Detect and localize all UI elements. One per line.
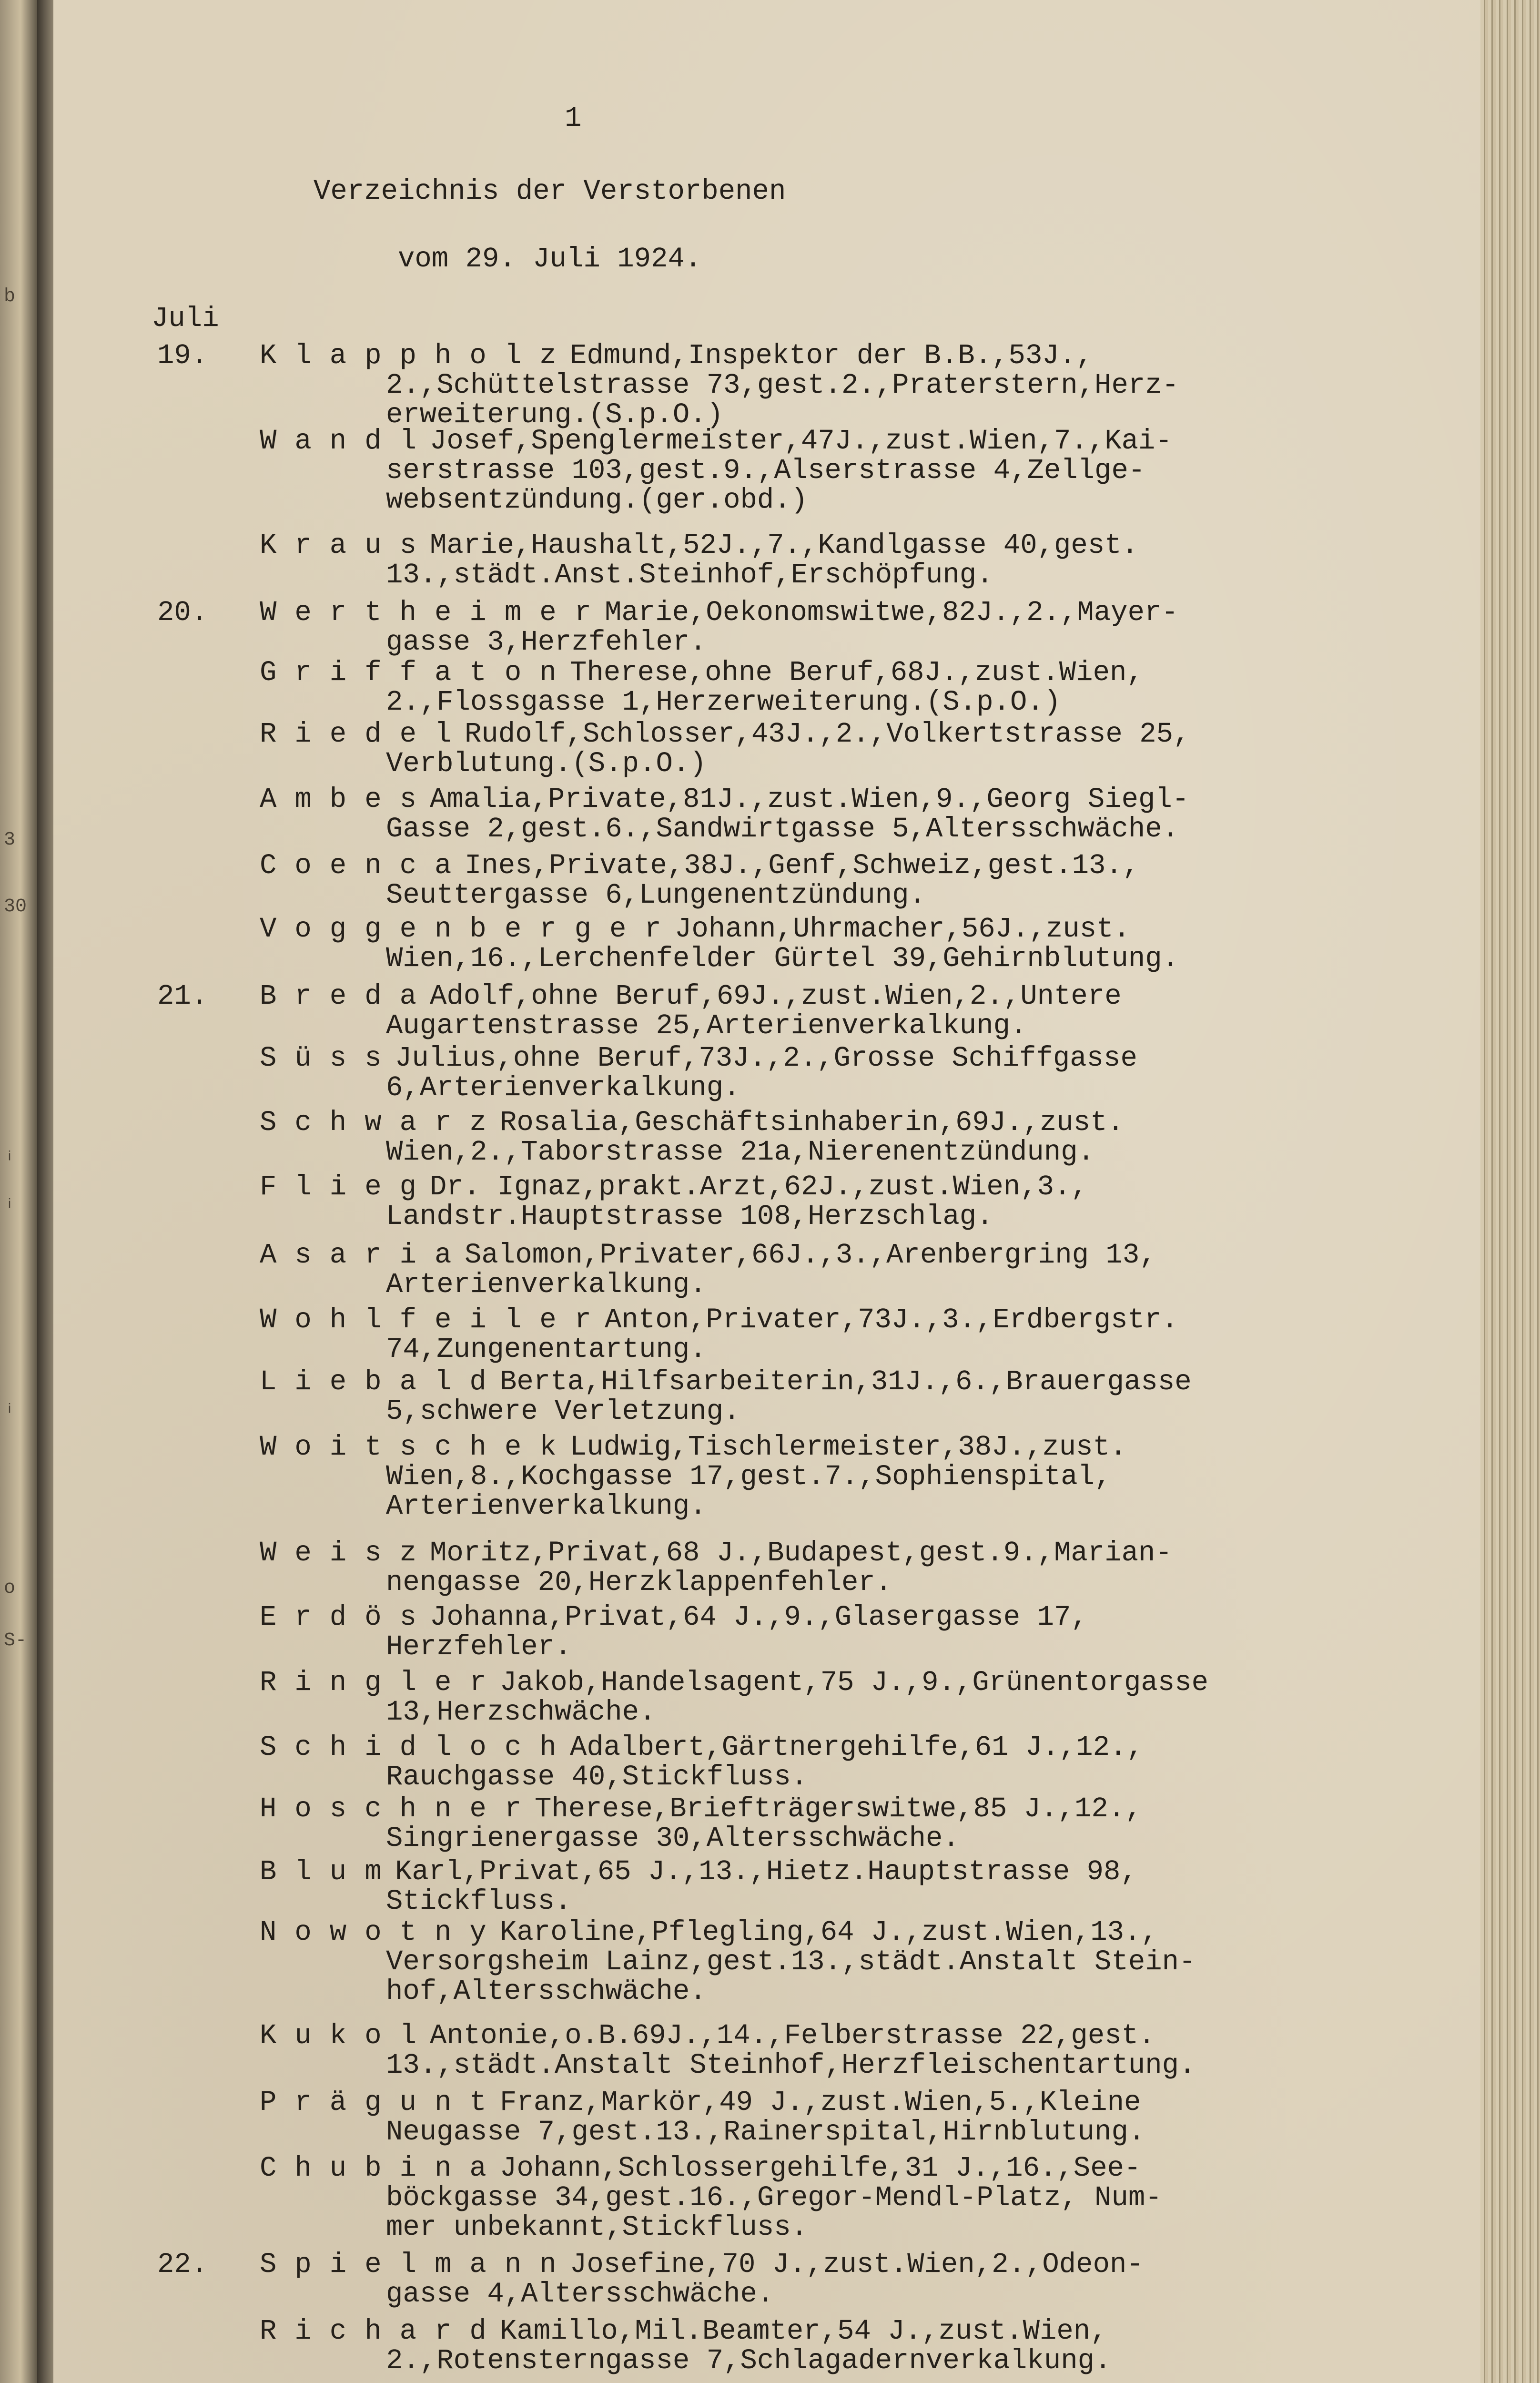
entry-text-line: 2.,Flossgasse 1,Herzerweiterung.(S.p.O.) <box>386 686 1061 718</box>
entry-text-line: nengasse 20,Herzklappenfehler. <box>386 1567 892 1599</box>
entry-surname: Richard <box>260 2315 505 2347</box>
entry-surname: Wandl <box>260 425 435 457</box>
entry-surname: Spielmann <box>260 2249 575 2281</box>
entry-text-line: Neugasse 7,gest.13.,Rainerspital,Hirnblutung. <box>386 2116 1145 2148</box>
entry-day: 19. <box>157 340 208 372</box>
entry-text-line: Johann,Uhrmacher,56J.,zust. <box>675 913 1130 945</box>
entry-text-line: Moritz,Privat,68 J.,Budapest,gest.9.,Marian- <box>430 1537 1172 1569</box>
entry-day: 21. <box>157 980 208 1012</box>
margin-mark: 3 <box>4 829 16 851</box>
entry-text-line: Karoline,Pflegling,64 J.,zust.Wien,13., <box>500 1916 1158 1948</box>
entry-text-line: 13.,städt.Anst.Steinhof,Erschöpfung. <box>386 559 993 591</box>
entry-text-line: Josef,Spenglermeister,47J.,zust.Wien,7.,Kai- <box>430 425 1172 457</box>
entry-text-line: Anton,Privater,73J.,3.,Erdbergstr. <box>605 1304 1178 1336</box>
entry-text-line: Wien,16.,Lerchenfelder Gürtel 39,Gehirnblutung. <box>386 943 1179 975</box>
entry-text-line: 5,schwere Verletzung. <box>386 1395 740 1427</box>
entry-text-line: Johann,Schlossergehilfe,31 J.,16.,See- <box>500 2152 1141 2184</box>
entry-surname: Schwarz <box>260 1107 505 1139</box>
margin-mark: S- <box>4 1630 27 1651</box>
entry-text-line: Julius,ohne Beruf,73J.,2.,Grosse Schiffgasse <box>395 1042 1137 1074</box>
entry-text-line: Jakob,Handelsagent,75 J.,9.,Grünentorgasse <box>500 1667 1209 1699</box>
entry-text-line: Marie,Haushalt,52J.,7.,Kandlgasse 40,gest. <box>430 530 1139 561</box>
entry-text-line: Salomon,Privater,66J.,3.,Arenbergring 13, <box>465 1239 1156 1271</box>
entry-text-line: Kamillo,Mil.Beamter,54 J.,zust.Wien, <box>500 2315 1107 2347</box>
entry-text-line: Josefine,70 J.,zust.Wien,2.,Odeon- <box>570 2249 1144 2281</box>
entry-surname: Klappholz <box>260 340 575 372</box>
entry-surname: Süss <box>260 1042 400 1074</box>
entry-text-line: gasse 3,Herzfehler. <box>386 626 707 658</box>
entry-text-line: Singrienergasse 30,Altersschwäche. <box>386 1823 960 1854</box>
entry-text-line: Versorgsheim Lainz,gest.13.,städt.Anstalt Stein- <box>386 1946 1196 1978</box>
page-title: Verzeichnis der Verstorbenen <box>314 175 786 207</box>
entry-text-line: erweiterung.(S.p.O.) <box>386 399 724 431</box>
entry-surname: Riedel <box>260 718 470 750</box>
entry-text-line: Arterienverkalkung. <box>386 1269 707 1301</box>
entry-text-line: Rauchgasse 40,Stickfluss. <box>386 1761 808 1793</box>
entry-surname: Prägunt <box>260 2087 505 2118</box>
entry-text-line: hof,Altersschwäche. <box>386 1976 707 2007</box>
entry-surname: Ringler <box>260 1667 505 1699</box>
entry-text-line: websentzündung.(ger.obd.) <box>386 484 808 516</box>
entry-text-line: Verblutung.(S.p.O.) <box>386 748 707 780</box>
entry-surname: Blum <box>260 1856 400 1888</box>
page-stack-edge <box>1480 0 1540 2383</box>
entry-text-line: Adolf,ohne Beruf,69J.,zust.Wien,2.,Untere <box>430 980 1122 1012</box>
book-gutter <box>37 0 53 2383</box>
entry-text-line: Dr. Ignaz,prakt.Arzt,62J.,zust.Wien,3., <box>430 1171 1088 1203</box>
entry-surname: Flieg <box>260 1171 435 1203</box>
entry-text-line: Berta,Hilfsarbeiterin,31J.,6.,Brauergasse <box>500 1366 1192 1398</box>
margin-mark: 30 <box>4 896 27 917</box>
entry-surname: Kraus <box>260 530 435 561</box>
page-number: 1 <box>565 102 582 134</box>
entry-surname: Griffaton <box>260 657 575 689</box>
entry-text-line: 2.,Rotensterngasse 7,Schlagadernverkalkung. <box>386 2345 1112 2377</box>
entry-text-line: Therese,Briefträgerswitwe,85 J.,12., <box>535 1793 1142 1825</box>
entry-text-line: Wien,2.,Taborstrasse 21a,Nierenentzündung. <box>386 1136 1095 1168</box>
entry-text-line: Franz,Markör,49 J.,zust.Wien,5.,Kleine <box>500 2087 1141 2118</box>
entry-text-line: gasse 4,Altersschwäche. <box>386 2278 774 2310</box>
entry-surname: Coenca <box>260 850 470 882</box>
margin-mark: ᵢ <box>4 1144 16 1165</box>
entry-surname: Weisz <box>260 1537 435 1569</box>
entry-surname: Breda <box>260 980 435 1012</box>
entry-text-line: Johanna,Privat,64 J.,9.,Glasergasse 17, <box>430 1601 1088 1633</box>
entry-text-line: Marie,Oekonomswitwe,82J.,2.,Mayer- <box>605 597 1178 629</box>
entry-text-line: Augartenstrasse 25,Arterienverkalkung. <box>386 1010 1027 1042</box>
entry-text-line: Rosalia,Geschäftsinhaberin,69J.,zust. <box>500 1107 1125 1139</box>
entry-surname: Voggenberger <box>260 913 679 945</box>
entry-text-line: Herzfehler. <box>386 1631 572 1663</box>
entry-text-line: Therese,ohne Beruf,68J.,zust.Wien, <box>570 657 1144 689</box>
entry-surname: Woitschek <box>260 1431 575 1463</box>
entry-text-line: Amalia,Private,81J.,zust.Wien,9.,Georg Siegl- <box>430 784 1189 815</box>
page-subtitle: vom 29. Juli 1924. <box>398 243 702 275</box>
entry-text-line: 6,Arterienverkalkung. <box>386 1072 740 1104</box>
entry-surname: Hoschner <box>260 1793 540 1825</box>
entry-surname: Kukol <box>260 2020 435 2052</box>
entry-text-line: mer unbekannt,Stickfluss. <box>386 2211 808 2243</box>
entry-text-line: 13.,städt.Anstalt Steinhof,Herzfleischentartung. <box>386 2049 1196 2081</box>
entry-surname: Wertheimer <box>260 597 610 629</box>
entry-day: 20. <box>157 597 208 629</box>
entry-surname: Erdös <box>260 1601 435 1633</box>
month-label: Juli <box>152 303 219 335</box>
entry-surname: Wohlfeiler <box>260 1304 610 1336</box>
entry-surname: Schidloch <box>260 1731 575 1763</box>
margin-mark: o <box>4 1578 16 1599</box>
entry-text-line: Ines,Private,38J.,Genf,Schweiz,gest.13., <box>465 850 1140 882</box>
entry-surname: Asaria <box>260 1239 470 1271</box>
entry-text-line: Gasse 2,gest.6.,Sandwirtgasse 5,Altersschwäche. <box>386 813 1179 845</box>
entry-text-line: 2.,Schüttelstrasse 73,gest.2.,Praterstern,Herz- <box>386 369 1179 401</box>
entry-surname: Chubina <box>260 2152 505 2184</box>
entry-text-line: Ludwig,Tischlermeister,38J.,zust. <box>570 1431 1127 1463</box>
entry-text-line: 74,Zungenentartung. <box>386 1334 707 1365</box>
margin-mark: b <box>4 286 16 307</box>
entry-text-line: 13,Herzschwäche. <box>386 1696 656 1728</box>
margin-mark: ᵢ <box>4 1396 16 1418</box>
margin-mark: ᵢ <box>4 1192 16 1213</box>
entry-text-line: Adalbert,Gärtnergehilfe,61 J.,12., <box>570 1731 1144 1763</box>
entry-text-line: Arterienverkalkung. <box>386 1490 707 1522</box>
entry-day: 22. <box>157 2249 208 2281</box>
entry-text-line: Seuttergasse 6,Lungenentzündung. <box>386 879 926 911</box>
entry-text-line: böckgasse 34,gest.16.,Gregor-Mendl-Platz, Num- <box>386 2182 1162 2214</box>
entry-text-line: Edmund,Inspektor der B.B.,53J., <box>570 340 1093 372</box>
entry-surname: Liebald <box>260 1366 505 1398</box>
entry-text-line: Antonie,o.B.69J.,14.,Felberstrasse 22,gest. <box>430 2020 1155 2052</box>
entry-text-line: serstrasse 103,gest.9.,Alserstrasse 4,Zellge- <box>386 455 1145 487</box>
entry-text-line: Wien,8.,Kochgasse 17,gest.7.,Sophienspital, <box>386 1461 1112 1493</box>
entry-surname: Nowotny <box>260 1916 505 1948</box>
entry-text-line: Rudolf,Schlosser,43J.,2.,Volkertstrasse 25, <box>465 718 1190 750</box>
entry-text-line: Karl,Privat,65 J.,13.,Hietz.Hauptstrasse 98, <box>395 1856 1137 1888</box>
entry-text-line: Landstr.Hauptstrasse 108,Herzschlag. <box>386 1201 993 1232</box>
entry-text-line: Stickfluss. <box>386 1885 572 1917</box>
entry-surname: Ambes <box>260 784 435 815</box>
